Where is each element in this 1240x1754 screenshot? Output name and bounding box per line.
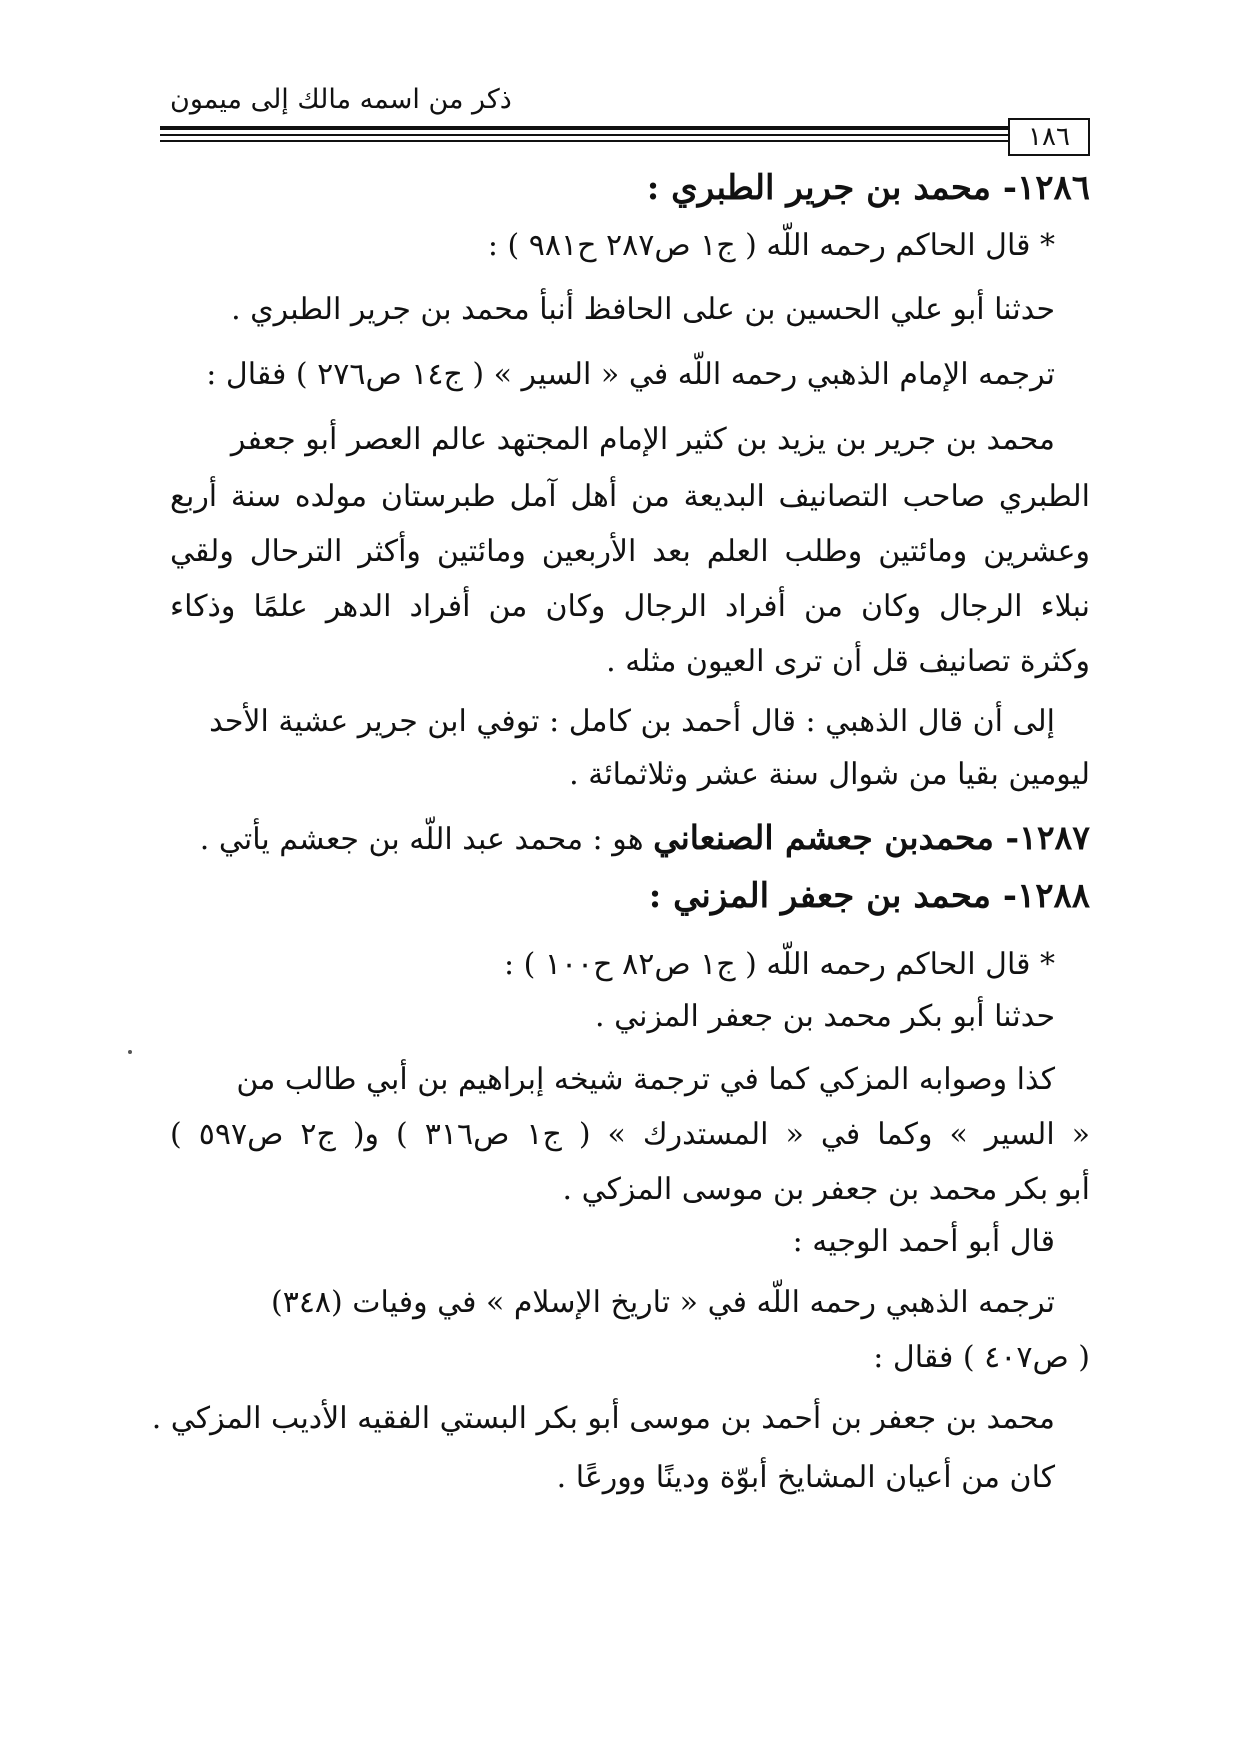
text-line: محمد بن جرير بن يزيد بن كثير الإمام المجتهد عالم العصر أبو جعفر xyxy=(230,422,1055,457)
text-line: ترجمه الإمام الذهبي رحمه اللّه في « السير » ( ج١٤ ص٢٧٦ ) فقال : xyxy=(206,357,1055,392)
entry-heading: ١٢٨٧- محمدبن جعشم الصنعاني xyxy=(653,818,1090,857)
header-rule xyxy=(160,126,1008,130)
text-line: وعشرين ومائتين وطلب العلم بعد الأربعين ومائتين وأكثر الترحال ولقي xyxy=(170,534,1090,569)
text-line: كذا وصوابه المزكي كما في ترجمة شيخه إبراهيم بن أبي طالب من xyxy=(236,1062,1055,1097)
text-line: أبو بكر محمد بن جعفر بن موسى المزكي . xyxy=(562,1172,1090,1207)
text-line: ( ص٤٠٧ ) فقال : xyxy=(873,1340,1090,1375)
text-line: إلى أن قال الذهبي : قال أحمد بن كامل : توفي ابن جرير عشية الأحد xyxy=(209,704,1055,739)
text-line: الطبري صاحب التصانيف البديعة من أهل آمل طبرستان مولده سنة أربع xyxy=(170,479,1090,514)
text-line: حدثنا أبو علي الحسين بن على الحافظ أنبأ محمد بن جرير الطبري . xyxy=(231,292,1055,327)
header-rule xyxy=(160,134,1008,136)
text-line: محمد بن جعفر بن أحمد بن موسى أبو بكر البستي الفقيه الأديب المزكي . xyxy=(151,1401,1055,1436)
text-line: حدثنا أبو بكر محمد بن جعفر المزني . xyxy=(595,999,1055,1034)
page-number: ١٨٦ xyxy=(1008,118,1090,156)
text-line: ليومين بقيا من شوال سنة عشر وثلاثمائة . xyxy=(569,757,1090,792)
text-line: * قال الحاكم رحمه اللّه ( ج١ ص٢٨٧ ح٩٨١ ) : xyxy=(487,228,1055,263)
text-line: « السير » وكما في « المستدرك » ( ج١ ص٣١٦ ) و( ج٢ ص٥٩٧ ) xyxy=(170,1117,1091,1152)
text-line: كان من أعيان المشايخ أبوّة ودينًا وورعًا . xyxy=(556,1460,1055,1495)
entry-heading: ١٢٨٦- محمد بن جرير الطبري : xyxy=(646,168,1090,208)
text-line: نبلاء الرجال وكان من أفراد الرجال وكان من أفراد الدهر علمًا وذكاء xyxy=(170,589,1090,624)
text-line: وكثرة تصانيف قل أن ترى العيون مثله . xyxy=(606,644,1090,679)
scan-speck xyxy=(128,1050,132,1054)
entry-heading: ١٢٨٨- محمد بن جعفر المزني : xyxy=(648,876,1090,916)
text-line: * قال الحاكم رحمه اللّه ( ج١ ص٨٢ ح١٠٠ ) : xyxy=(503,947,1055,982)
entry-line xyxy=(200,818,1090,860)
text-line: قال أبو أحمد الوجيه : xyxy=(792,1224,1055,1259)
header-rule xyxy=(160,140,1008,142)
running-title: ذكر من اسمه مالك إلى ميمون xyxy=(170,84,512,115)
entry-text: هو : محمد عبد اللّه بن جعشم يأتي . xyxy=(199,822,644,857)
text-line: ترجمه الذهبي رحمه اللّه في « تاريخ الإسلام » في وفيات (٣٤٨) xyxy=(270,1285,1055,1320)
